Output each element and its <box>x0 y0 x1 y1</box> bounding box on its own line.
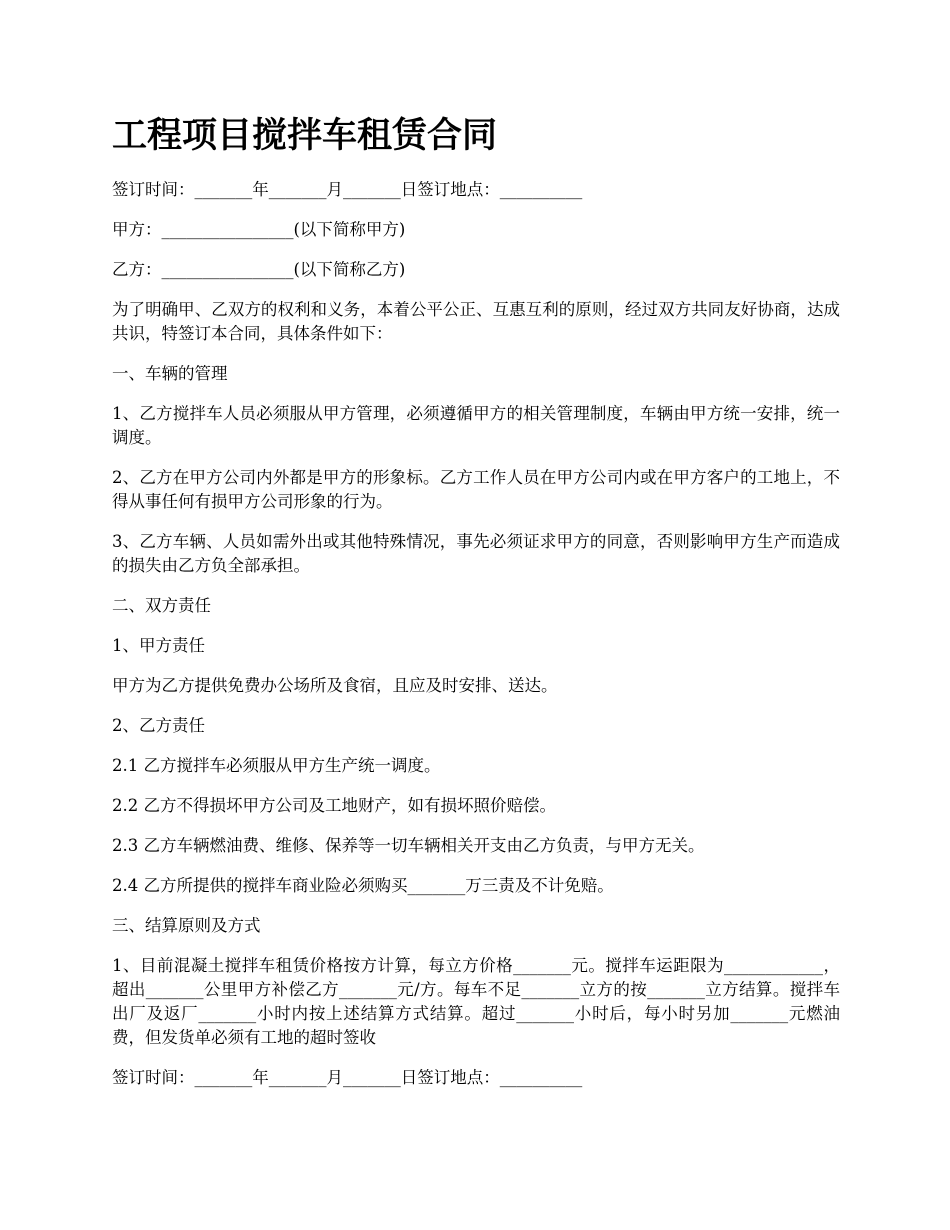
signing-info-bottom: 签订时间：_______年_______月_______日签订地点：__________ <box>112 1068 583 1087</box>
clause-2-2: 2.2 乙方不得损坏甲方公司及工地财产，如有损坏照价赔偿。 <box>112 796 556 815</box>
party-b-line: 乙方：________________(以下简称乙方) <box>112 260 406 279</box>
party-a-responsibility-text: 甲方为乙方提供免费办公场所及食宿，且应及时安排、送达。 <box>112 676 558 695</box>
clause-2-3: 2.3 乙方车辆燃油费、维修、保养等一切车辆相关开支由乙方负责，与甲方无关。 <box>112 836 705 855</box>
section-heading-responsibilities: 二、双方责任 <box>112 596 211 615</box>
document-title: 工程项目搅拌车租赁合同 <box>112 115 498 156</box>
clause-2-4: 2.4 乙方所提供的搅拌车商业险必须购买_______万三责及不计免赔。 <box>112 876 614 895</box>
section-heading-settlement: 三、结算原则及方式 <box>112 916 261 935</box>
contract-document <box>112 112 840 1106</box>
section-heading-vehicle-management: 一、车辆的管理 <box>112 364 228 383</box>
clause-1-1: 1、乙方搅拌车人员必须服从甲方管理，必须遵循甲方的相关管理制度，车辆由甲方统一安排，统一调度。 <box>112 404 840 447</box>
clause-3-1: 1、目前混凝土搅拌车租赁价格按方计算，每立方价格_______元。搅拌车运距限为____________，超出_______公里甲方补偿乙方_______元/方。每车不足_______立方的按_______立方结算。搅拌车出厂及返厂_______小时内按上述结算方式结算。超过_______小时后，每小时另加_______元燃油费，但发货单必须有工地的超时签收 <box>112 956 840 1047</box>
signing-info-top: 签订时间：_______年_______月_______日签订地点：__________ <box>112 180 583 199</box>
subheading-party-a-responsibility: 1、甲方责任 <box>112 636 205 655</box>
party-a-line: 甲方：________________(以下简称甲方) <box>112 220 406 239</box>
clause-1-3: 3、乙方车辆、人员如需外出或其他特殊情况，事先必须证求甲方的同意，否则影响甲方生产而造成的损失由乙方负全部承担。 <box>112 532 840 575</box>
preamble: 为了明确甲、乙双方的权利和义务，本着公平公正、互惠互利的原则，经过双方共同友好协商，达成共识，特签订本合同，具体条件如下： <box>112 300 840 343</box>
subheading-party-b-responsibility: 2、乙方责任 <box>112 716 205 735</box>
clause-1-2: 2、乙方在甲方公司内外都是甲方的形象标。乙方工作人员在甲方公司内或在甲方客户的工地上，不得从事任何有损甲方公司形象的行为。 <box>112 468 840 511</box>
clause-2-1: 2.1 乙方搅拌车必须服从甲方生产统一调度。 <box>112 756 441 775</box>
